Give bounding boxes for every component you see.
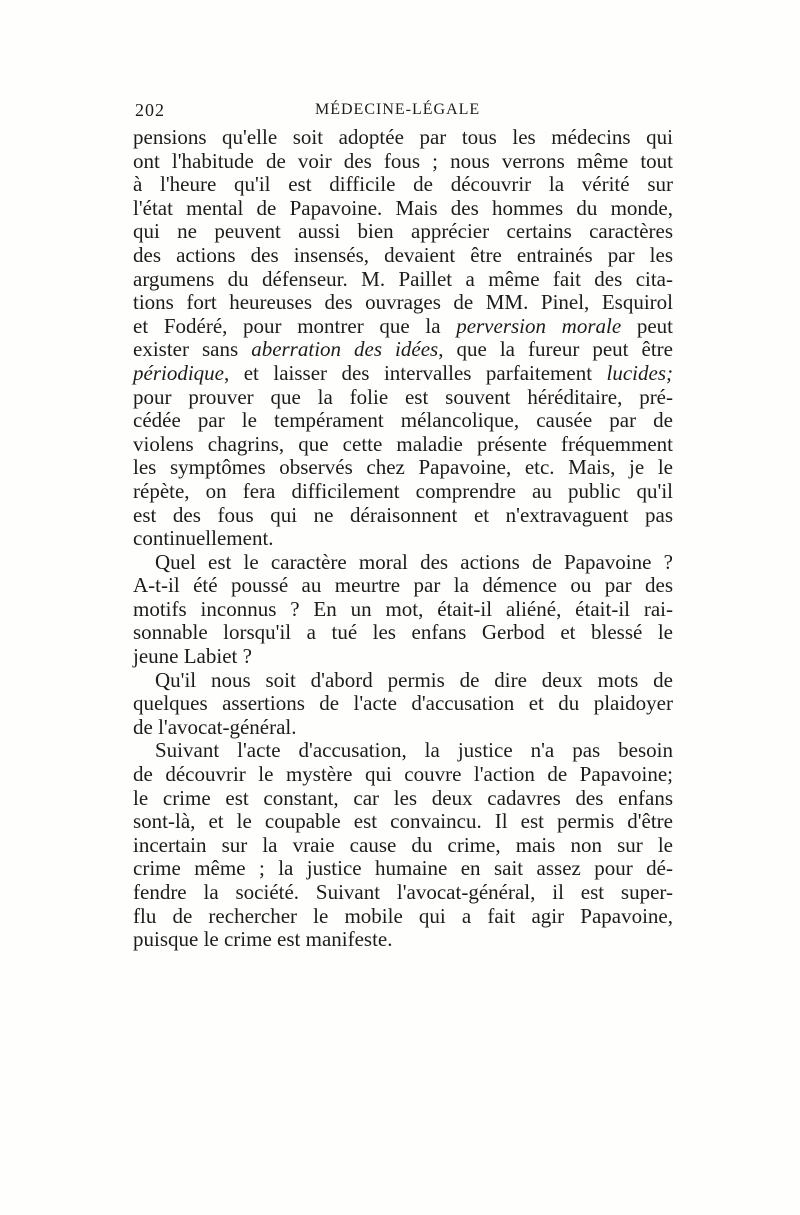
- body-text: [133, 126, 673, 952]
- text-line: de découvrir le mystère qui couvre l'action de Papavoine;: [133, 762, 673, 787]
- text-line: et Fodéré, pour montrer que la perversion morale peut: [133, 313, 673, 338]
- text-line: l'état mental de Papavoine. Mais des hommes du monde,: [133, 195, 673, 220]
- text-line: des actions des insensés, devaient être entrainés par les: [133, 242, 673, 267]
- text-line: pensions qu'elle soit adoptée par tous les médecins qui: [133, 125, 673, 149]
- text-line: argumens du défenseur. M. Paillet a même fait des cita-: [133, 266, 673, 291]
- text-line: sont-là, et le coupable est convaincu. Il est permis d'être: [133, 809, 673, 834]
- text-line: qui ne peuvent aussi bien apprécier certains caractères: [133, 219, 673, 244]
- text-line: cédée par le tempérament mélancolique, causée par de: [133, 408, 673, 433]
- text-line: Qu'il nous soit d'abord permis de dire deux mots de: [155, 667, 673, 692]
- text-line: le crime est constant, car les deux cadavres des enfans: [133, 785, 673, 810]
- text-line: tions fort heureuses des ouvrages de MM. Pinel, Esquirol: [133, 290, 673, 315]
- text-line: périodique, et laisser des intervalles parfaitement lucides;: [133, 360, 673, 385]
- text-line: pour prouver que la folie est souvent héréditaire, pré-: [133, 384, 673, 409]
- paragraph: [133, 669, 673, 740]
- text-line: crime même ; la justice humaine en sait assez pour dé-: [133, 856, 673, 881]
- text-line: puisque le crime est manifeste.: [133, 927, 393, 952]
- text-line: exister sans aberration des idées, que la fureur peut être: [133, 337, 673, 362]
- paragraph: [133, 739, 673, 951]
- text-line: motifs inconnus ? En un mot, était-il aliéné, était-il rai-: [133, 596, 673, 621]
- paragraph: [133, 551, 673, 669]
- text-line: sonnable lorsqu'il a tué les enfans Gerbod et blessé le: [133, 620, 673, 645]
- text-line: incertain sur la vraie cause du crime, mais non sur le: [133, 832, 673, 857]
- text-line: répète, on fera difficilement comprendre au public qu'il: [133, 478, 673, 503]
- text-line: A-t-il été poussé au meurtre par la démence ou par des: [133, 573, 673, 598]
- text-line: les symptômes observés chez Papavoine, etc. Mais, je le: [133, 455, 673, 480]
- text-line: jeune Labiet ?: [133, 644, 252, 669]
- text-line: flu de rechercher le mobile qui a fait agir Papavoine,: [133, 903, 673, 928]
- text-line: quelques assertions de l'acte d'accusation et du plaidoyer: [133, 691, 673, 716]
- paragraph: [133, 126, 673, 551]
- text-line: à l'heure qu'il est difficile de découvrir la vérité sur: [133, 172, 673, 197]
- page-number: 202: [135, 100, 165, 120]
- text-line: ont l'habitude de voir des fous ; nous verrons même tout: [133, 148, 673, 173]
- text-line: fendre la société. Suivant l'avocat-général, il est super-: [133, 880, 673, 904]
- text-line: Suivant l'acte d'accusation, la justice n'a pas besoin: [155, 738, 673, 763]
- text-line: Quel est le caractère moral des actions de Papavoine ?: [155, 549, 673, 574]
- running-title: MÉDECINE-LÉGALE: [315, 101, 481, 118]
- text-line: est des fous qui ne déraisonnent et n'extravaguent pas: [133, 502, 673, 527]
- text-line: de l'avocat-général.: [133, 714, 297, 739]
- text-line: violens chagrins, que cette maladie présente fréquemment: [133, 431, 673, 456]
- text-line: continuellement.: [133, 526, 274, 551]
